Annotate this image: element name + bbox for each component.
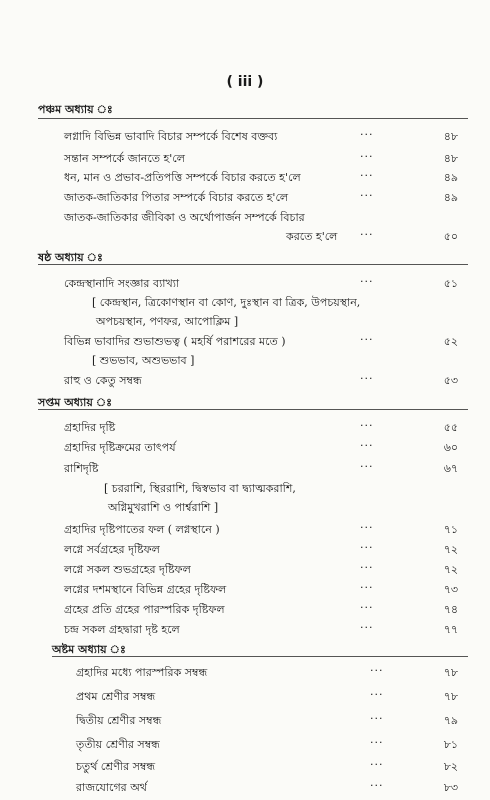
toc-page: ৪৯ [443,171,458,184]
toc-entry: কেন্দ্রস্থানাদি সংজ্ঞার ব্যাখ্যা [64,277,180,290]
toc-entry: দ্বিতীয় শ্রেণীর সম্বন্ধ [76,714,162,727]
toc-leader: ··· [360,372,374,385]
toc-page: ৭৮ [443,666,458,679]
toc-subtopics: [ কেন্দ্রস্থান, ত্রিকোণস্থান বা কোণ, দুঃস্থান বা ত্রিক, উপচয়স্থান, [92,296,361,309]
chapter-7-rule [38,409,468,410]
toc-page: ৭৩ [443,583,458,596]
toc-entry: সন্তান সম্পর্কে জানতে হ'লে [64,152,185,165]
toc-entry: জাতক-জাতিকার পিতার সম্পর্কে বিচার করতে হ'লে [64,191,289,204]
toc-entry: তৃতীয় শ্রেণীর সম্বন্ধ [76,738,160,751]
toc-entry: গ্রহাদির দৃষ্টিক্রমের তাৎপর্য [64,441,176,454]
toc-page: ৫১ [443,277,458,290]
toc-entry: গ্রহাদির মধ্যে পারস্পরিক সম্বন্ধ [76,666,208,679]
toc-page: ৮৩ [443,781,458,794]
toc-page: ৫০ [443,230,458,243]
toc-entry: গ্রহাদির দৃষ্টিপাতের ফল ( লগ্নস্থানে ) [64,523,220,536]
toc-page: ৭৮ [443,690,458,703]
toc-leader: ··· [360,275,374,288]
toc-entry: গ্রহের প্রতি গ্রহের পারস্পরিক দৃষ্টিফল [64,603,225,616]
toc-page: ৬০ [443,441,458,454]
toc-leader: ··· [360,581,374,594]
chapter-8-heading: অষ্টম অধ্যায় ঃ [52,643,126,656]
toc-entry: গ্রহাদির দৃষ্টি [64,421,116,434]
toc-page: ৭২ [443,543,458,556]
toc-page: ৭২ [443,563,458,576]
toc-entry: চতুর্থ শ্রেণীর সম্বন্ধ [76,760,156,773]
toc-leader: ··· [360,189,374,202]
toc-entry: চন্দ্র সকল গ্রহদ্বারা দৃষ্ট হলে [64,623,180,636]
toc-leader: ··· [360,541,374,554]
toc-leader: ··· [370,779,384,792]
toc-leader: ··· [360,419,374,432]
chapter-5-rule [38,118,468,119]
toc-entry: রাজযোগের অর্থ [76,781,147,794]
toc-leader: ··· [360,333,374,346]
toc-entry: লগ্নাদি বিভিন্ন ভাবাদি বিচার সম্পর্কে বিশেষ বক্তব্য [64,130,278,143]
chapter-8-rule [52,656,468,657]
toc-leader: ··· [360,621,374,634]
toc-entry: বিভিন্ন ভাবাদির শুভাশুভত্ব ( মহর্ষি পরাশরের মতে ) [64,335,286,348]
toc-page: ৪৮ [443,130,458,143]
toc-subtopics: [ শুভভাব, অশুভভাব ] [92,354,195,367]
toc-page: ৫৩ [443,374,458,387]
toc-entry: প্রথম শ্রেণীর সম্বন্ধ [76,690,156,703]
chapter-5-heading: পঞ্চম অধ্যায় ঃ [38,103,113,116]
chapter-6-rule [38,264,468,265]
toc-entry: ধন, মান ও প্রভাব-প্রতিপত্তি সম্পর্কে বিচার করতে হ'লে [64,171,301,184]
toc-page: ৬৭ [443,462,458,475]
toc-entry: লগ্নে সর্বগ্রহের দৃষ্টিফল [64,543,160,556]
toc-leader: ··· [360,460,374,473]
chapter-6-heading: ষষ্ঠ অধ্যায় ঃ [38,251,103,264]
toc-entry: জাতক-জাতিকার জীবিকা ও অর্থোপার্জন সম্পর্কে বিচার [64,211,305,224]
toc-leader: ··· [360,601,374,614]
toc-leader: ··· [360,169,374,182]
toc-page: ৭৭ [443,623,458,636]
toc-entry: লগ্নে সকল শুভগ্রহের দৃষ্টিফল [64,563,191,576]
toc-subtopics: [ চররাশি, স্থিররাশি, দ্বিস্বভাব বা দ্ব্যাত্মকরাশি, [104,482,296,495]
toc-leader: ··· [360,561,374,574]
toc-page: ৪৮ [443,152,458,165]
toc-subtopics-continuation: অগ্নিমুখরাশি ও পার্শ্বরাশি ] [108,501,219,514]
toc-entry: রাহু ও কেতু সম্বন্ধ [64,374,142,387]
toc-page: ৫৫ [443,421,458,434]
toc-page: ৪৯ [443,191,458,204]
toc-leader: ··· [370,736,384,749]
toc-leader: ··· [370,712,384,725]
toc-page: ৭১ [443,523,458,536]
chapter-7-heading: সপ্তম অধ্যায় ঃ [38,396,113,409]
toc-leader: ··· [360,228,374,241]
page-number: ( iii ) [226,74,264,90]
toc-leader: ··· [370,664,384,677]
toc-entry-continuation: করতে হ'লে [286,230,338,243]
toc-leader: ··· [370,688,384,701]
toc-page: ৫২ [443,335,458,348]
toc-leader: ··· [360,128,374,141]
toc-entry: লগ্নের দশমস্থানে বিভিন্ন গ্রহের দৃষ্টিফল [64,583,227,596]
toc-page: ৮১ [443,738,458,751]
toc-leader: ··· [360,439,374,452]
toc-entry: রাশিদৃষ্টি [64,462,99,475]
toc-leader: ··· [360,521,374,534]
toc-page: ৮২ [443,760,458,773]
toc-page: ৭৯ [443,714,458,727]
toc-page: ৭৪ [443,603,458,616]
toc-leader: ··· [360,150,374,163]
toc-subtopics-continuation: অপচয়স্থান, পণফর, আপোক্লিম ] [96,315,239,328]
toc-leader: ··· [370,758,384,771]
